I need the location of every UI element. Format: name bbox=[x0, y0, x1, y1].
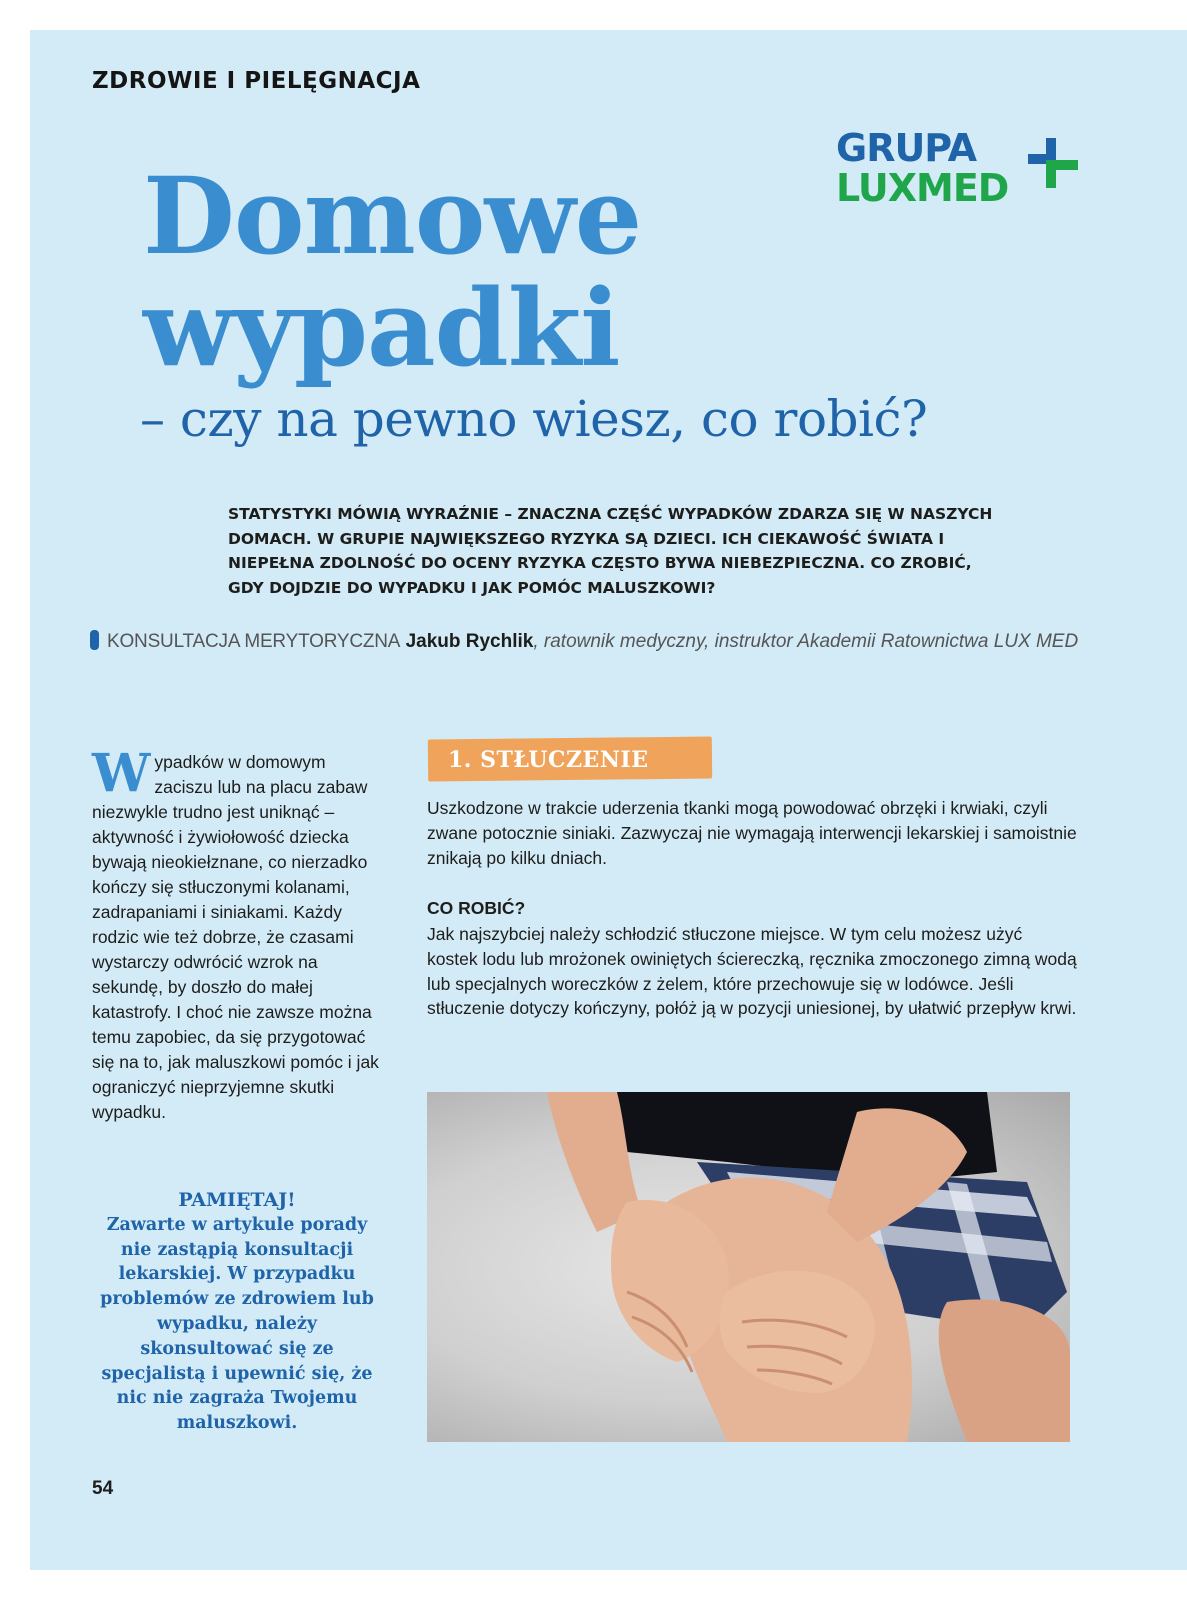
bullet-bar bbox=[90, 630, 99, 650]
section-advice: Jak najszybciej należy schłodzić stłuczone miejsce. W tym celu możesz użyć kostek lodu lub mrożonek owiniętych ściereczką, ręcznika zmoczonego zimną wodą lub specjalnych woreczków z żelem, które przechowuje się w lodówce. Jeśli stłuczenie dotyczy kończyny, połóż ją w pozycji uniesionej, by ułatwić przepływ krwi. bbox=[427, 924, 1077, 1019]
consultation-label: KONSULTACJA MERYTORYCZNA bbox=[107, 631, 401, 652]
lead-paragraph: STATYSTYKI MÓWIĄ WYRAŹNIE – ZNACZNA CZĘŚĆ WYPADKÓW ZDARZA SIĘ W NASZYCH DOMACH. W GRUPIE NAJWIĘKSZEGO RYZYKA SĄ DZIECI. ICH CIEKAWOŚĆ ŚWIATA I NIEPEŁNA ZDOLNOŚĆ DO OCENY RYZYKA CZĘSTO BYWA NIEBEZPIECZNA. CO ZROBIĆ, GDY DOJDZIE DO WYPADKU I JAK POMÓC MALUSZKOWI? bbox=[228, 505, 993, 597]
section-subhead: CO ROBIĆ? bbox=[427, 898, 526, 918]
title-line1: Domowe bbox=[143, 153, 642, 278]
intro-text: ypadków w domowym zaciszu lub na placu zabaw niezwykle trudno jest uniknąć – aktywność i żywiołowość dziecka bywają nieokiełznane, co nierzadko kończy się stłuczonymi kolanami, zadrapaniami i siniakami. Każdy rodzic wie też dobrze, że czasami wystarczy odwrócić wzrok na sekundę, by doszło do małej katastrofy. I choć nie zawsze można temu zapobiec, da się przygotować się na to, jak maluszkowi pomóc i jak ograniczyć nieprzyjemne skutki wypadku. bbox=[92, 752, 379, 1122]
remember-text: Zawarte w artykule porady nie zastąpią konsultacji lekarskiej. W przypadku problemów ze zdrowiem lub wypadku, należy skonsultować się ze specjalistą i upewnić się, że nic nie zagraża Twojemu maluszkowi. bbox=[100, 1214, 374, 1434]
logo-line2: LUXMED bbox=[836, 166, 1009, 210]
consultation-line bbox=[90, 630, 1160, 653]
luxmed-logo bbox=[836, 128, 1086, 218]
cross-logo-icon bbox=[1024, 134, 1084, 194]
logo-line1: GRUPA bbox=[836, 126, 977, 170]
remember-box bbox=[92, 1188, 382, 1436]
child-hands-on-knee-photo bbox=[427, 1092, 1070, 1442]
article-subtitle: – czy na pewno wiesz, co robić? bbox=[140, 390, 928, 448]
consultant-role: , ratownik medyczny, instruktor Akademii Ratownictwa LUX MED bbox=[533, 631, 1079, 652]
dropcap: W bbox=[92, 743, 151, 804]
section-label: ZDROWIE I PIELĘGNACJA bbox=[92, 68, 421, 94]
photo-illustration bbox=[427, 1092, 1070, 1442]
section-badge-label: 1. STŁUCZENIE bbox=[448, 747, 649, 773]
section-body: Uszkodzone w trakcie uderzenia tkanki mogą powodować obrzęki i krwiaki, czyli zwane potocznie siniaki. Zazwyczaj nie wymagają interwencji lekarskiej i samoistnie znikają po kilku dniach. bbox=[427, 798, 1077, 868]
title-line2: wypadki bbox=[143, 265, 620, 390]
article-title bbox=[143, 153, 642, 390]
page-number: 54 bbox=[92, 1478, 114, 1499]
intro-paragraph bbox=[92, 743, 382, 1125]
remember-heading: PAMIĘTAJ! bbox=[178, 1189, 296, 1211]
consultant-name: Jakub Rychlik bbox=[405, 631, 534, 652]
page bbox=[30, 30, 1187, 1570]
